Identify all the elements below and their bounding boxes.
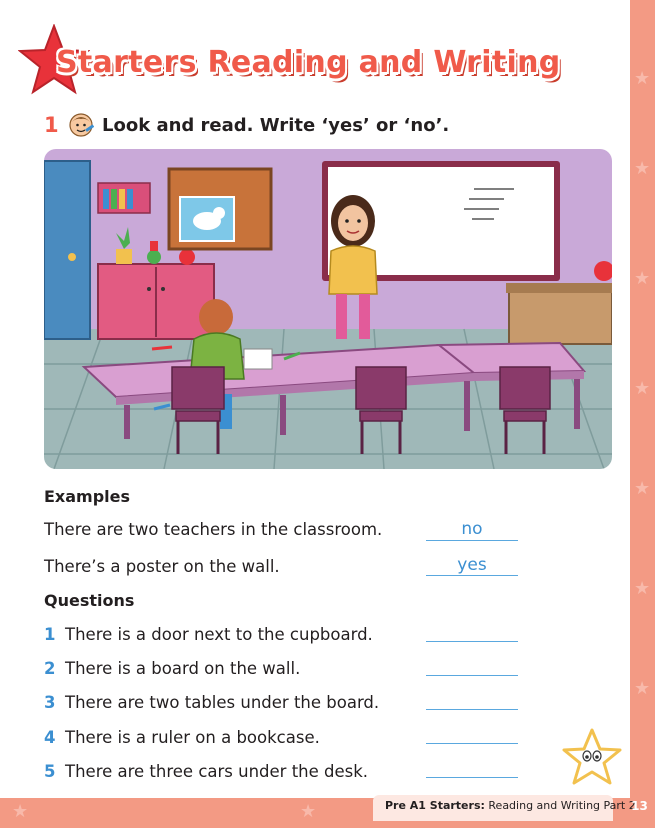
- band-star-icon: ★: [12, 801, 29, 822]
- band-star-icon: ★: [634, 478, 651, 499]
- band-star-icon: ★: [634, 678, 651, 699]
- example-1-text: There are two teachers in the classroom.: [44, 520, 383, 539]
- page-title: Starters Reading and Writing: [56, 45, 561, 80]
- classroom-picture: [44, 149, 612, 469]
- instruction-number: 1: [44, 113, 59, 137]
- band-star-icon: ★: [634, 378, 651, 399]
- question-number: 5: [44, 762, 56, 781]
- question-1: [44, 625, 373, 644]
- questions-heading: Questions: [44, 591, 135, 610]
- example-1-answer: no: [461, 519, 483, 539]
- question-2: [44, 659, 300, 678]
- question-text: There is a door next to the cupboard.: [65, 625, 373, 644]
- instruction-text: Look and read. Write ‘yes’ or ‘no’.: [102, 114, 450, 136]
- pencil-boy-icon: [68, 112, 94, 138]
- example-2-text: There’s a poster on the wall.: [44, 557, 280, 576]
- question-number: 3: [44, 693, 56, 712]
- answer-field-1[interactable]: [426, 641, 518, 642]
- question-text: There is a ruler on a bookcase.: [65, 728, 320, 747]
- band-star-icon: ★: [300, 801, 317, 822]
- answer-field-5[interactable]: [426, 777, 518, 778]
- question-4: [44, 728, 320, 747]
- band-star-icon: ★: [634, 268, 651, 289]
- instruction: [44, 112, 449, 138]
- band-star-icon: ★: [634, 578, 651, 599]
- footer-rest: Reading and Writing Part 2: [484, 799, 636, 812]
- band-star-icon: ★: [634, 68, 651, 89]
- question-3: [44, 693, 379, 712]
- page-number: 13: [631, 799, 648, 813]
- question-number: 2: [44, 659, 56, 678]
- band-star-icon: ★: [634, 158, 651, 179]
- footer-bold: Pre A1 Starters:: [385, 799, 485, 812]
- question-number: 4: [44, 728, 56, 747]
- answer-line: [426, 540, 518, 541]
- answer-field-2[interactable]: [426, 675, 518, 676]
- question-number: 1: [44, 625, 56, 644]
- answer-field-3[interactable]: [426, 709, 518, 710]
- answer-line: [426, 575, 518, 576]
- question-text: There is a board on the wall.: [65, 659, 301, 678]
- question-text: There are two tables under the board.: [65, 693, 380, 712]
- examples-heading: Examples: [44, 487, 131, 506]
- star-mascot-icon: [562, 728, 622, 786]
- footer-text: [385, 799, 636, 812]
- question-text: There are three cars under the desk.: [65, 762, 369, 781]
- side-band: [630, 0, 655, 828]
- question-5: [44, 762, 368, 781]
- answer-field-4[interactable]: [426, 743, 518, 744]
- example-2-answer: yes: [457, 555, 487, 575]
